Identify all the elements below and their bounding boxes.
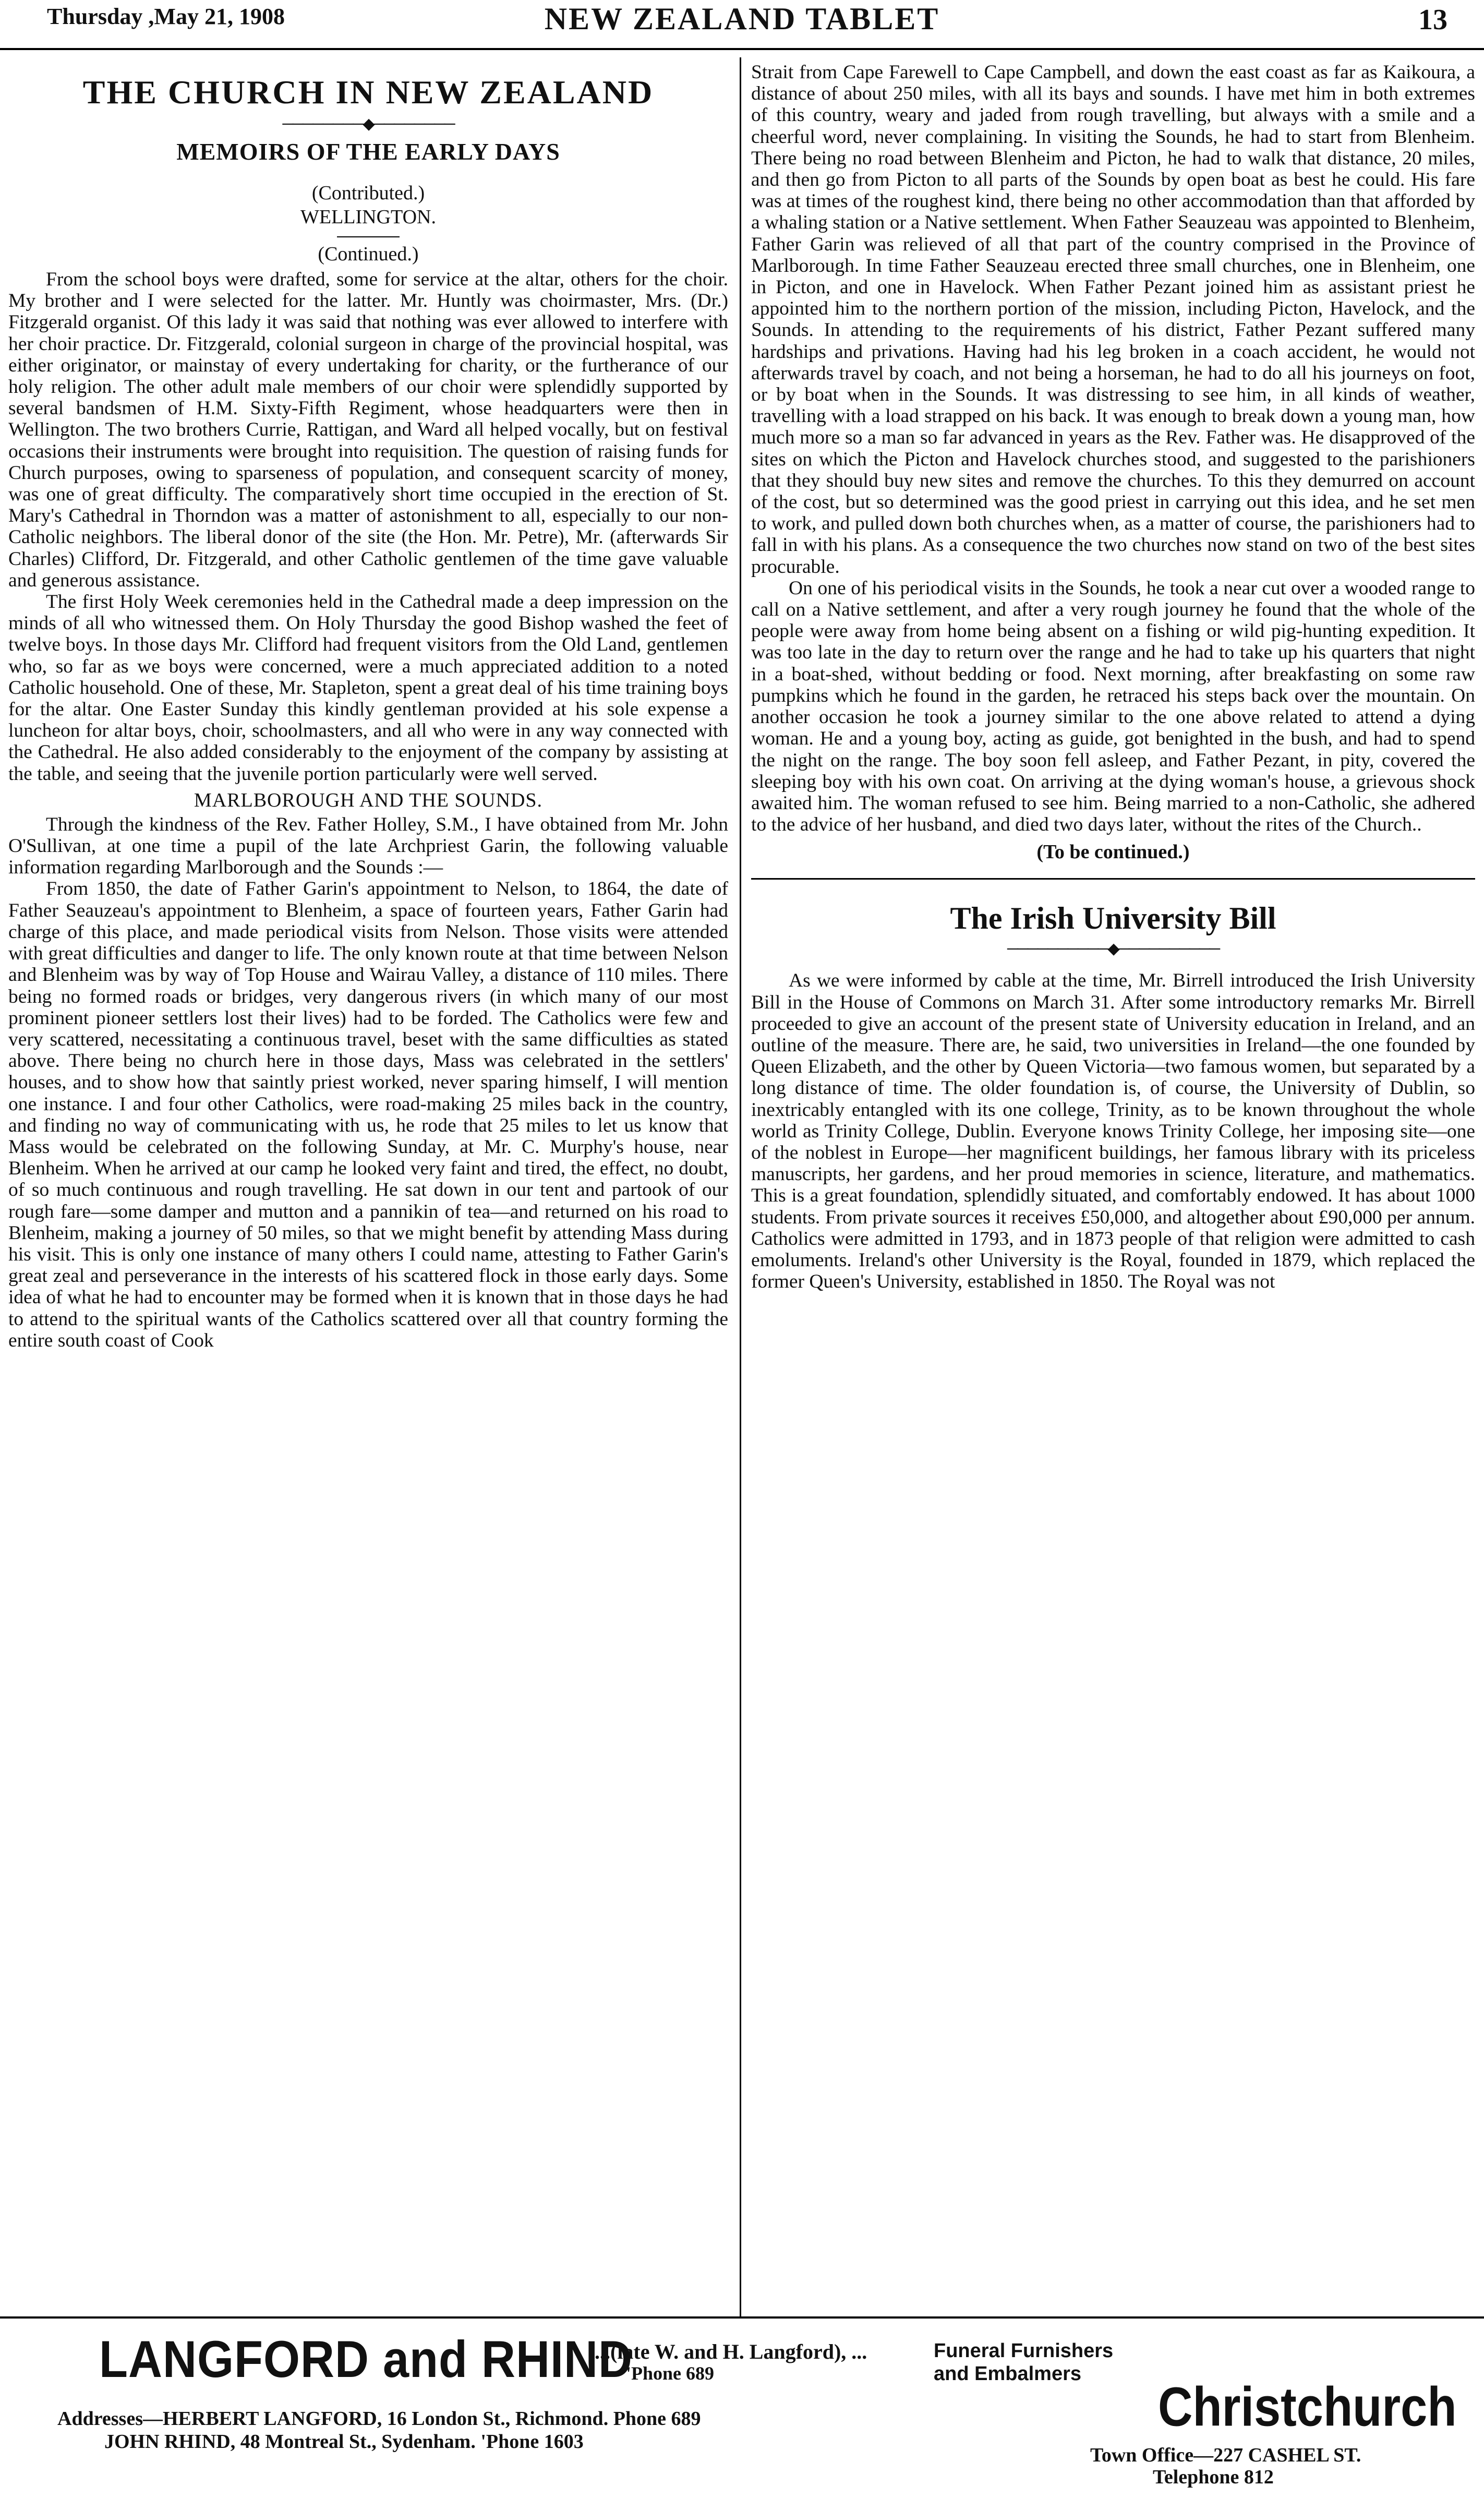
advertiser-name: LANGFORD and RHIND <box>99 2331 633 2388</box>
newspaper-title: NEW ZEALAND TABLET <box>544 2 940 36</box>
diamond-rule: ──────────◆────────── <box>1007 940 1220 958</box>
advertiser-services <box>934 2339 1113 2385</box>
paragraph: Through the kindness of the Rev. Father Holley, S.M., I have obtained from Mr. John O'Sullivan, at one time a pupil of the late Archpriest Garin, the following valuable information regarding Marlborough and the Sounds :— <box>8 813 728 879</box>
services-line: and Embalmers <box>934 2363 1081 2385</box>
paragraph: From 1850, the date of Father Garin's appointment to Nelson, to 1864, the date of Father Seauzeau's appointment to Blenheim, a space of fourteen years, Father Garin had charge of this place, and made periodical visits from Nelson. Those visits were attended with great difficulties and danger to life. The only known route at that time between Nelson and Blenheim was by way of Top House and Wairau Valley, a distance of 110 miles. There being no formed roads or bridges, very dangerous rivers (in which many of our most prominent pioneer settlers lost their lives) had to be forded. The Catholics were few and very scattered, necessitating a continuous travel, beset with the same difficulties as stated above. There being no church here in those days, Mass was celebrated in the settlers' houses, and to show how that saintly priest worked, never sparing himself, I will mention one instance. I and four other Catholics, were road-making 25 miles back in the country, and finding no way of communicating with us, he rode that 25 miles to let us know that Mass would be celebrated on the following Sunday, at Mr. C. Murphy's house, near Blenheim. When he arrived at our camp he looked very faint and tired, the effect, no doubt, of so much continuous and rough travelling. He sat down in our tent and partook of our rough fare—some damper and mutton and a pannikin of tea—and returned on his road to Blenheim, making a journey of 50 miles, so that we might benefit by attending Mass during his visit. This is only one instance of many others I could name, attesting to Father Garin's great zeal and perseverance in the interests of his scattered flock in those early days. Some idea of what he had to encounter may be formed when it is known that in those days he had to attend to the spiritual wants of the Catholics scattered over all that country forming the entire south coast of Cook <box>8 878 728 1351</box>
telephone: Telephone 812 <box>1153 2466 1274 2488</box>
short-rule <box>337 236 400 237</box>
advertiser-city: Christchurch <box>1158 2376 1457 2438</box>
issue-date: Thursday ,May 21, 1908 <box>47 4 285 29</box>
paragraph: Strait from Cape Farewell to Cape Campbell, and down the east coast as far as Kaikoura, a distance of about 250 miles, with all its bays and sounds. I have met him in both extremes of this country, weary and jaded from rough travelling, but always with a smile and a cheerful word, never complaining. In visiting the Sounds, he had to start from Blenheim. There being no road between Blenheim and Picton, he had to walk that distance, 20 miles, and then go from Picton to all parts of the Sounds by open boat as best he could. His fare was at times of the roughest kind, there being no other accommodation than that afforded by a whaling station or a Native settlement. When Father Seauzeau was appointed to Blenheim, Father Garin was relieved of all that part of the country comprised in the Province of Marlborough. In time Father Seauzeau erected three small churches, one in Blenheim, one in Picton, and one in Havelock. When Father Pezant joined him as assistant priest he appointed him to the northern portion of the mission, including Picton, Havelock, and the Sounds. In attending to the requirements of his district, Father Pezant suffered many hardships and privations. Having had his leg broken in a coach accident, he would not afterwards travel by coach, and not being a horseman, he had to do all his journeys on foot, or by boat when in the Sounds. It was distressing to see him, in all kinds of weather, travelling with a load strapped on his back. It was enough to break down a young man, how much more so a man so far advanced in years as the Rev. Father was. He disapproved of the sites on which the Picton and Havelock churches stood, and suggested to the parishioners that they should buy new sites and remove the churches. To this they demurred on account of the cost, but so determined was the good priest in carrying out this idea, and he set men to work, and pulled down both churches when, as a matter of course, the parishioners had to fall in with his plans. As a consequence the two churches now stand on two of the best sites procurable. <box>751 62 1475 578</box>
paragraph: From the school boys were drafted, some for service at the altar, others for the choir. My brother and I were selected for the latter. Mr. Huntly was choirmaster, Mrs. (Dr.) Fitzgerald organist. Of this lady it was said that nothing was ever allowed to interfere with her choir practice. Dr. Fitzgerald, colonial surgeon in charge of the provincial hospital, was either originator, or mainstay of every undertaking for charity, or the furtherance of our holy religion. The other adult male members of our choir were splendidly supported by several bandsmen of H.M. Sixty-Fifth Regiment, whose headquarters were then in Wellington. The two brothers Currie, Rattigan, and Ward all helped vocally, but on festival occasions their instruments were brought into requisition. The question of raising funds for Church purposes, owing to sparseness of population, and consequent scarcity of money, was one of great difficulty. The comparatively short time occupied in the erection of St. Mary's Cathedral in Thorndon was a matter of astonishment to all, especially to our non-Catholic neighbors. The liberal donor of the site (the Hon. Mr. Petre), Mr. (afterwards Sir Charles) Clifford, Dr. Fitzgerald, and other Catholic gentlemen of the time gave valuable and generous assistance. <box>8 269 728 591</box>
article-subhead: MEMOIRS OF THE EARLY DAYS <box>176 138 560 165</box>
column-divider <box>740 57 741 2316</box>
page-number: 13 <box>1418 4 1447 36</box>
article-headline: The Irish University Bill <box>950 901 1276 936</box>
left-column <box>8 62 728 2311</box>
advertiser-phone: 'Phone 689 <box>626 2363 715 2384</box>
paragraph: The first Holy Week ceremonies held in the Cathedral made a deep impression on the minds of all who witnessed them. On Holy Thursday the good Bishop washed the feet of twelve boys. In those days Mr. Clifford had frequent visitors from the Old Land, gentlemen who, so far as we boys were concerned, were a much appreciated addition to a noted Catholic household. One of these, Mr. Stapleton, spent a great deal of his time training boys for the altar. One Easter Sunday this kindly gentleman provided at his sole expense a luncheon for altar boys, choir, schoolmasters, and all who were in any way connected with the Cathedral. He also added considerably to the enjoyment of the company by assisting at the table, and seeing that the juvenile portion particularly were well served. <box>8 591 728 785</box>
article-separator <box>751 878 1475 880</box>
diamond-rule: ────────◆──────── <box>282 115 454 133</box>
paragraph: As we were informed by cable at the time, Mr. Birrell introduced the Irish University Bill in the House of Commons on March 31. After some introductory remarks Mr. Birrell proceeded to give an account of the present state of University education in Ireland, and an outline of the measure. There are, he said, two universities in Ireland—the one founded by Queen Elizabeth, and the other by Queen Victoria—two famous women, but separated by a long distance of time. The older foundation is, of course, the University of Dublin, so inextricably entangled with its one college, Trinity, as to be known throughout the whole world as Trinity College, Dublin. Everyone knows Trinity College, her imposing site—one of the noblest in Europe—her magnificent buildings, her famous library with its priceless manuscripts, her gardens, and her proud memories in science, literature, and mathematics. This is a great foundation, splendidly situated, and comfortably endowed. It has about 1000 students. From private sources it receives £50,000, and altogether about £90,000 per annum. Catholics were admitted in 1793, and in 1873 people of that religion were admitted to cash emoluments. Ireland's other University is the Royal, founded in 1879, which replaced the former Queen's University, established in 1850. The Royal was not <box>751 970 1475 1293</box>
advertisement <box>0 2316 1484 2498</box>
dateline-location: WELLINGTON. <box>300 206 436 228</box>
continued-note: (Continued.) <box>318 243 419 265</box>
paragraph: On one of his periodical visits in the Sounds, he took a near cut over a wooded range to call on a Native settlement, and after a very rough journey he found that the whole of the people were away from home being absent on a fishing or wild pig-hunting expedition. It was too late in the day to return over the range and he had to take up his quarters that night in a boat-shed, without bedding or food. Next morning, after breakfasting on some raw pumpkins which he found in the garden, he retraced his steps back over the mountain. On another occasion he took a journey similar to the one above related to attend a dying woman. He and a young boy, acting as guide, got benighted in the bush, and had to spend the night on the range. The boy soon fell asleep, and Father Pezant, in pity, covered the sleeping boy with his own coat. On arriving at the dying woman's house, a grievous shock awaited him. The woman refused to see him. Being married to a non-Catholic, she adhered to the advice of her husband, and died two days later, without the rites of the Church.. <box>751 577 1475 836</box>
advertiser-former-name: ...(late W. and H. Langford), ... <box>595 2340 867 2363</box>
section-heading: MARLBOROUGH AND THE SOUNDS. <box>194 789 543 811</box>
masthead <box>0 0 1484 50</box>
services-line: Funeral Furnishers <box>934 2340 1114 2362</box>
contributed-note: (Contributed.) <box>311 182 425 204</box>
address-line: JOHN RHIND, 48 Montreal St., Sydenham. 'Phone 1603 <box>104 2431 584 2453</box>
right-column <box>751 62 1475 2311</box>
town-office: Town Office—227 CASHEL ST. <box>1090 2444 1361 2466</box>
to-be-continued: (To be continued.) <box>1036 841 1190 863</box>
article-headline: THE CHURCH IN NEW ZEALAND <box>82 74 654 111</box>
address-line: Addresses—HERBERT LANGFORD, 16 London St., Richmond. Phone 689 <box>57 2408 701 2430</box>
